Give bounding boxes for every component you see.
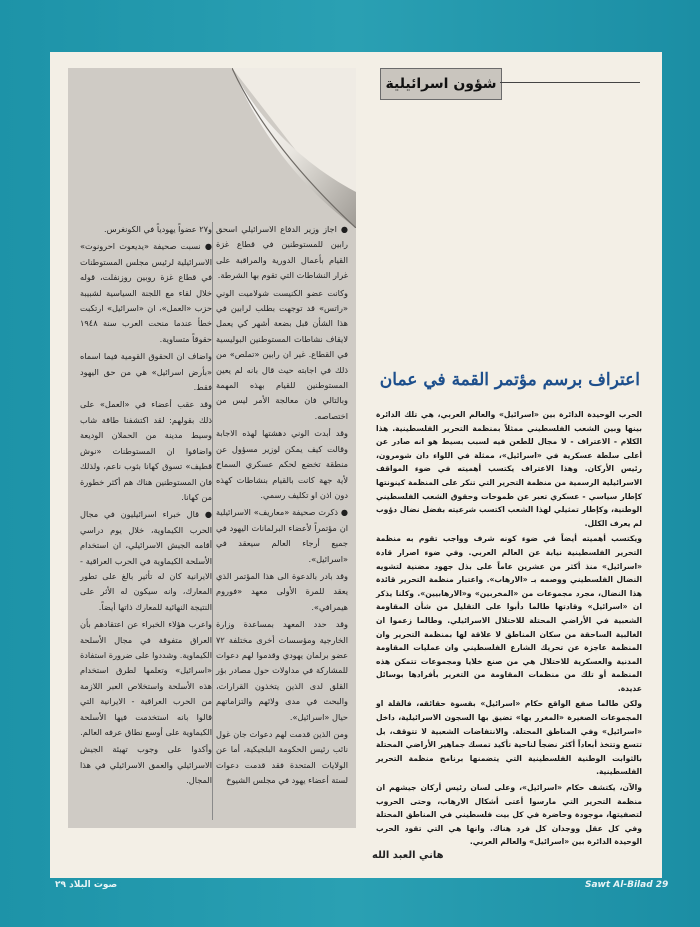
news-item: ● نسبت صحيفة «يديعوت احرونوت» الاسرائيلية لرئيس مجلس المستوطنات في قطاع غزة روبين روزنفلت، قوله خلال لقاء مع اللجنة السياسية لشبيبة حزب «العمل»، ان «اسرائيل» ارتكبت خطأ عندما منحت العرب سنة ١٩٤٨ حقوقاً متساوية. (80, 241, 212, 344)
article-paragraph: ولكن طالما صفع الواقع حكام «اسرائيل» بقسوة حقائقه، فالقلة او المجموعات الصغيرة «المغرر بها» تضيق بها السجون الاسرائيلية، داخل «اسرائيل» وفي المناطق المحتلة. والانتفاضات الشعبية لا تتوقف، بل تتسع وتتخذ أبعاداً أكثر نضجاً لناحية تأكيد تمسك جماهير الأراضي المحتلة بالثوابت الوطنية الفلسطينية التي يتضمنها برنامج منظمة التحرير الفلسطينية. (376, 699, 642, 777)
news-item: وقد أبدت الوني دهشتها لهذه الاجابة وقالت كيف يمكن لوزير مسؤول عن منطقة تخضع لحكم عسكري السماح لأية جهة كانت بالقيام بنشاطات كهذه دون اذن او تكليف رسمي. (216, 428, 348, 500)
news-item: واعرب هؤلاء الخبراء عن اعتقادهم بأن العراق متفوقة في مجال الأسلحة الكيماوية. وشددوا على ضرورة استفادة «اسرائيل» وتعلمها لطرق استخدام هذه الأسلحة واستخلاص العبر اللازمة من الحرب العراقية - الايرانية التي قالوا بانه استخدمت فيها الأسلحة الكيماوية على أوسع نطاق عرفه العالم. (80, 619, 212, 737)
news-item: وأكدوا على وجوب تهيئة الجيش الاسرائيلي والعمق الاسرائيلي في هذا المجال. (80, 744, 212, 786)
header-rule (500, 82, 640, 83)
news-item: و٢٧ عضواً يهودياً في الكونغرس. (104, 224, 212, 234)
section-tag: شؤون اسرائيلية (380, 68, 502, 100)
column-divider (212, 222, 213, 820)
news-column-right (216, 222, 348, 791)
news-item: وكانت عضو الكنيست شولاميت الوني «راتس» قد توجهت بطلب لرابين في هذا الشأن قبل بضعة أشهر كي يعمل لايقاف نشاطات المستوطنين البوليسية في القطاع. غير ان رابين «تملص» من ذلك في اجابته حيث قال بانه لم يعين المستوطنين للقيام بهذه المهمة وبالتالي فان معالجة الأمر ليس من اختصاصه. (216, 287, 348, 421)
news-item: ومن الذين قدمت لهم دعوات جان غول نائب رئيس الحكومة البلجيكية، أما عن الولايات المتحدة فقد قدمت دعوات لستة أعضاء يهود في مجلس الشيوخ (216, 729, 348, 786)
article-paragraph: الحرب الوحيدة الدائرة بين «اسرائيل» والعالم العربي، هي تلك الدائرة بينها وبين الشعب الفلسطيني ممثلاً بمنظمة التحرير الفلسطينية. هذا الكلام - الاعتراف - لا مجال للطعن فيه لسبب بسيط هو انه صادر عن أعلى سلطة عسكرية في «اسرائيل»، ممثلة في اللواء دان شومرون، رئيس الأركان. وهذا الاعتراف يكتسب أهميته في ضوء المواقف الاسرائيلية الرسمية من منظمة التحرير التي تنكر على المنظمة كينونتها كإطار سياسي - عسكري تعبر عن طموحات وحقوق الشعب الفلسطيني الوطنية، وكإطار تمثيلي لهذا الشعب اكتسب شرعيته بفضل نضال دؤوب لم يعرف الكلل. (376, 410, 642, 528)
article-paragraph: والآن، يكتشف حكام «اسرائيل»، وعلى لسان رئيس أركان جيشهم ان منظمة التحرير التي مارسوا أعتى أشكال الارهاب، وحتى الحروب لتصفيتها، موجودة وحاضرة في كل بيت فلسطيني في المناطق المحتلة وفي كل عقل ووجدان كل فرد هناك. وانها هي التي تقود الحرب الوحيدة الدائرة بين «اسرائيل» والعالم العربي. (376, 783, 642, 847)
news-column-left (80, 222, 212, 791)
footer-page-number-arabic: صوت البلاد ٢٩ (55, 880, 118, 890)
news-item: وقد حدد المعهد بمساعدة وزارة الخارجية ومؤسسات أخرى مختلفة ٧٢ عضو برلمان يهودي وقدموا لهم دعوات للمشاركة في مداولات حول مصادر بؤر القلق لدى الذين يتخذون القرارات، والبحث في مدى ولائهم والتزاماتهم حيال «اسرائيل». (216, 619, 348, 722)
news-item: ● قال خبراء اسرائيليون في مجال الحرب الكيماوية، خلال يوم دراسي أقامه الجيش الاسرائيلي، ان استخدام الأسلحة الكيماوية في الحرب العراقية - الايرانية كان له تأثير بالغ على تطور المعارك، وانه سيكون له الأثر على النتيجة النهائية للمعارك ذاتها أيضاً. (80, 509, 212, 612)
article-body (376, 408, 642, 851)
news-item: وقد بادر بالدعوة الى هذا المؤتمر الذي يعقد للمرة الأولى معهد «فوروم هيمرافي». (216, 570, 348, 612)
page-curl-graphic (232, 68, 356, 228)
news-item: ● ذكرت صحيفة «معاريف» الاسرائيلية ان مؤتمراً لأعضاء البرلمانات اليهود في جميع أرجاء العالم سيعقد في «اسرائيل». (216, 507, 348, 564)
article-paragraph: ويكتسب أهميته أيضاً في ضوء كونه شرف وواجب تقوم به منظمة التحرير الفلسطينية نيابة عن العالم العربي. وفي ضوء اصرار قادة «اسرائيل» منذ أكثر من عشرين عاماً على بذل جهود مضنية لتشويه النضال الفلسطيني ووصمه بـ «الارهاب». واعتبار منظمة التحرير قائدة هذا النضال، مجرد مجموعات من «المخربين» و«الارهابيين». وكلنا يذكر ان «اسرائيل» وقادتها طالما دأبوا على التقليل من شأن المقاومة الشعبية في الأراضي المحتلة للاحتلال الاسرائيلي. وطالما زعموا ان الغالبية الساحقة من سكان المناطق لا علاقة لها بمنظمة التحرير وان المنظمة عاجزة عن تحريك الشارع الفلسطيني وان عمليات المقاومة المدنية والعسكرية للاحتلال هي من صنع خلايا ومجموعات تتمكن هذه المنظمة أو تلك من منظمات المقاومة من التغرير بأفرادها بوسائل عديدة. (376, 534, 642, 693)
news-item: واضاف ان الحقوق القومية فيما اسماه «بأرض اسرائيل» هي من حق اليهود فقط. (80, 351, 212, 393)
news-item: وقد عقب أعضاء في «العمل» على ذلك بقولهم: لقد اكتشفنا طاقة شاب وسيط مدينة من الحملان الوديعة واضافوا ان المستوطنات «نوش قطيف» تسوق كهانا بثوب ناعم، ولذلك فان المستوطنين هناك هم أكثر خطورة من كهانا. (80, 399, 212, 502)
article-author: هاني العبد الله (372, 850, 444, 861)
footer-page-number-latin: Sawt Al-Bilad 29 (585, 880, 669, 890)
article-headline: اعتراف برسم مؤتمر القمة في عمان (379, 370, 640, 390)
news-item: ● اجاز وزير الدفاع الاسرائيلي اسحق رابين للمستوطنين في قطاع غزة القيام بأعمال الدورية والمراقبة على غرار النشاطات التي تقوم بها الشرطة. (216, 224, 348, 281)
